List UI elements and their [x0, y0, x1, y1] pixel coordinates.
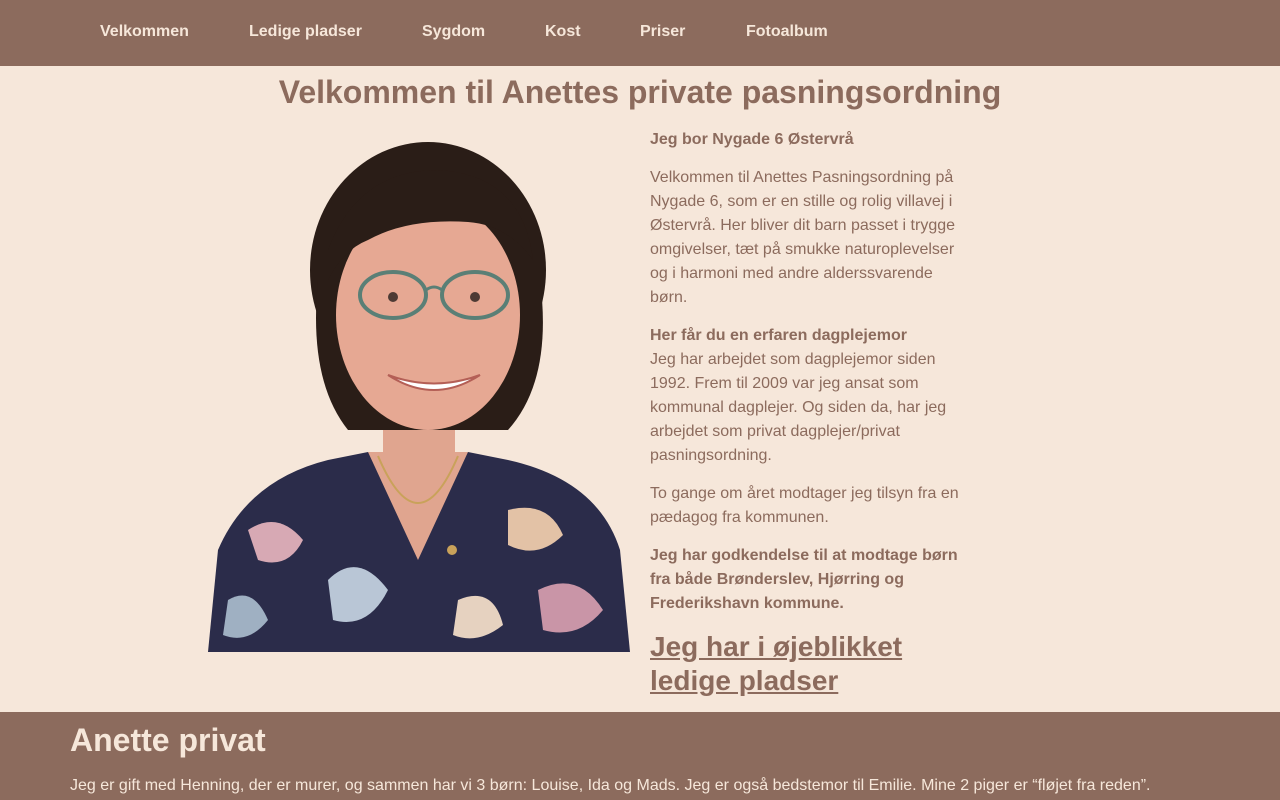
nav-item-ledige-pladser[interactable]: Ledige pladser: [249, 23, 362, 40]
vacancy-link[interactable]: Jeg har i øjeblikket ledige pladser: [650, 631, 903, 696]
portrait-photo: [208, 130, 630, 652]
nav-item-fotoalbum[interactable]: Fotoalbum: [746, 23, 828, 40]
intro-text-column: [650, 128, 970, 698]
experience-paragraph: Jeg har arbejdet som dagplejemor siden 1992. Frem til 2009 var jeg ansat som kommunal dagplejer. Og siden da, har jeg arbejdet som privat dagplejer/privat pasningsordning.: [650, 351, 947, 464]
nav-item-velkommen[interactable]: Velkommen: [100, 23, 189, 40]
approval-paragraph: Jeg har godkendelse til at modtage børn fra både Brønderslev, Hjørring og Frederikshavn kommune.: [650, 547, 958, 612]
private-heading: Anette privat: [70, 722, 266, 758]
address-line: Jeg bor Nygade 6 Østervrå: [650, 131, 854, 148]
top-navigation: [0, 0, 1280, 66]
experience-block: [650, 324, 970, 468]
private-section: [0, 712, 1280, 800]
inspection-paragraph: To gange om året modtager jeg tilsyn fra en pædagog fra kommunen.: [650, 485, 959, 526]
nav-item-sygdom[interactable]: Sygdom: [422, 23, 486, 40]
nav-item-priser[interactable]: Priser: [640, 23, 686, 40]
welcome-paragraph: Velkommen til Anettes Pasningsordning på Nygade 6, som er en stille og rolig villavej i Østervrå. Her bliver dit barn passet i trygge omgivelser, tæt på smukke naturoplevelser og i harmoni med andre alderssvarende børn.: [650, 169, 956, 306]
experience-heading: Her får du en erfaren dagplejemor: [650, 327, 907, 344]
private-paragraph: Jeg er gift med Henning, der er murer, og sammen har vi 3 børn: Louise, Ida og Mads. Jeg er også bedstemor til Emilie. Mine 2 piger er “fløjet fra reden”.: [70, 777, 1151, 794]
page-title: Velkommen til Anettes private pasningsordning: [278, 74, 1002, 110]
nav-item-kost[interactable]: Kost: [545, 23, 581, 40]
